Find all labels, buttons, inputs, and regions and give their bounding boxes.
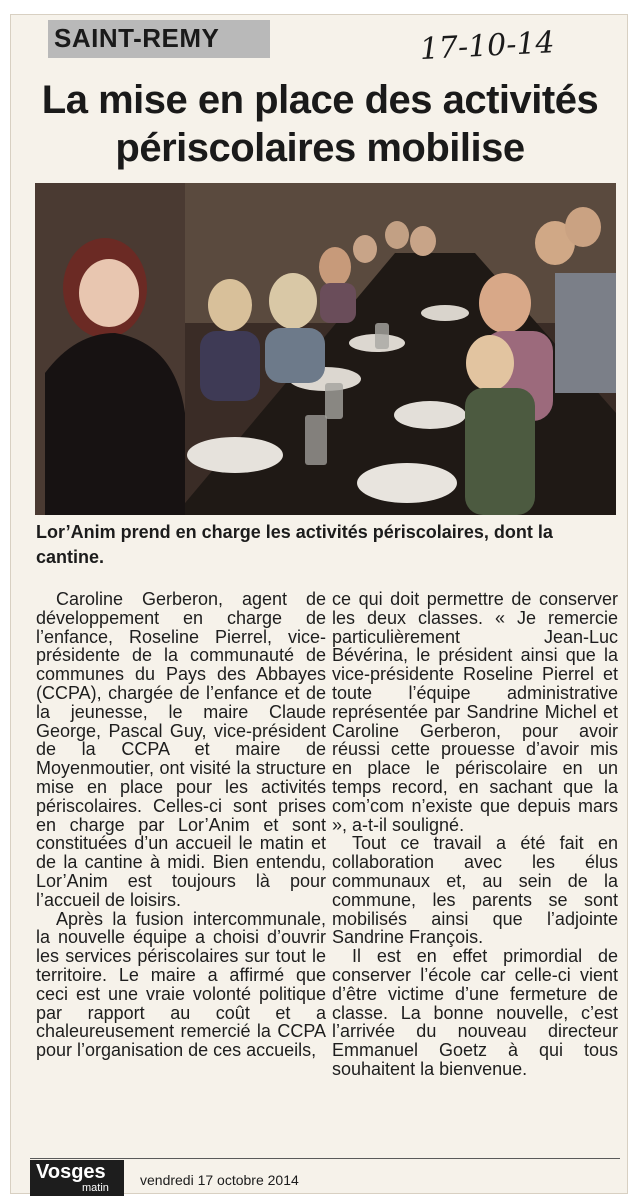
logo-name: Vosges xyxy=(36,1161,106,1183)
paragraph: Caroline Gerberon, agent de développement en charge de l’enfance, Roseline Pierrel, vice-présidente de la communauté de communes du Pays des Abbayes (CCPA), chargée de l’enfance et de la jeunesse, le maire Claude George, Pascal Guy, vice-président de la CCPA et maire de Moyenmoutier, ont visité la structure mise en place pour les activités périscolaires. Celles-ci sont prises en charge par Lor’Anim et sont constituées d’un accueil le matin et de la cantine à midi. Bien entendu, Lor’Anim est toujours là pour l’accueil de loisirs. xyxy=(36,589,326,910)
article-column-1 xyxy=(36,590,326,1060)
article-column-2 xyxy=(332,590,618,1079)
paragraph: Il est en effet primordial de conserver l’école car celle-ci vient d’être victime d’une fermeture de classe. La bonne nouvelle, c’est l’arrivée du nouveau directeur Emmanuel Goetz à qui tous souhaitent la bienvenue. xyxy=(332,946,618,1079)
article-headline xyxy=(20,76,620,172)
photo-caption: Lor’Anim prend en charge les activités périscolaires, dont la cantine. xyxy=(36,522,553,567)
logo-sub: matin xyxy=(82,1182,109,1194)
paragraph: ce qui doit permettre de conserver les deux classes. « Je remercie particulièrement Jean-Luc Bévérina, le président ainsi que la vice-présidente Roseline Pierrel et toute l’équipe administrative représentée par Sandrine Michel et Caroline Gerberon, pour avoir réussi cette prouesse d’avoir mis en place le périscolaire en un temps record, en sachant que la com’com n’existe que depuis mars », a-t-il souligné. xyxy=(332,589,618,835)
newspaper-logo xyxy=(30,1160,124,1196)
publication-date: vendredi 17 octobre 2014 xyxy=(140,1172,299,1188)
paragraph: Après la fusion intercommunale, la nouvelle équipe a choisi d’ouvrir les services périscolaires sur tout le territoire. Le maire a affirmé que ceci est une vraie volonté politique par rapport au coût et a chaleureusement remercié la CCPA pour l’organisation de ces accueils, xyxy=(36,908,326,1061)
paragraph: Tout ce travail a été fait en collaboration avec les élus communaux et, au sein de la commune, les parents se sont mobilisés ainsi que l’adjointe Sandrine François. xyxy=(332,833,618,948)
footer-divider xyxy=(30,1158,620,1159)
handwritten-date: 17-10-14 xyxy=(418,25,556,68)
rubric-label: SAINT-REMY xyxy=(54,23,220,53)
headline-line-1: La mise en place des activités xyxy=(41,78,599,122)
article-photo xyxy=(35,183,616,515)
children-at-table-photo xyxy=(35,183,616,515)
headline-line-2: périscolaires mobilise xyxy=(115,126,525,170)
section-rubric xyxy=(48,20,270,58)
